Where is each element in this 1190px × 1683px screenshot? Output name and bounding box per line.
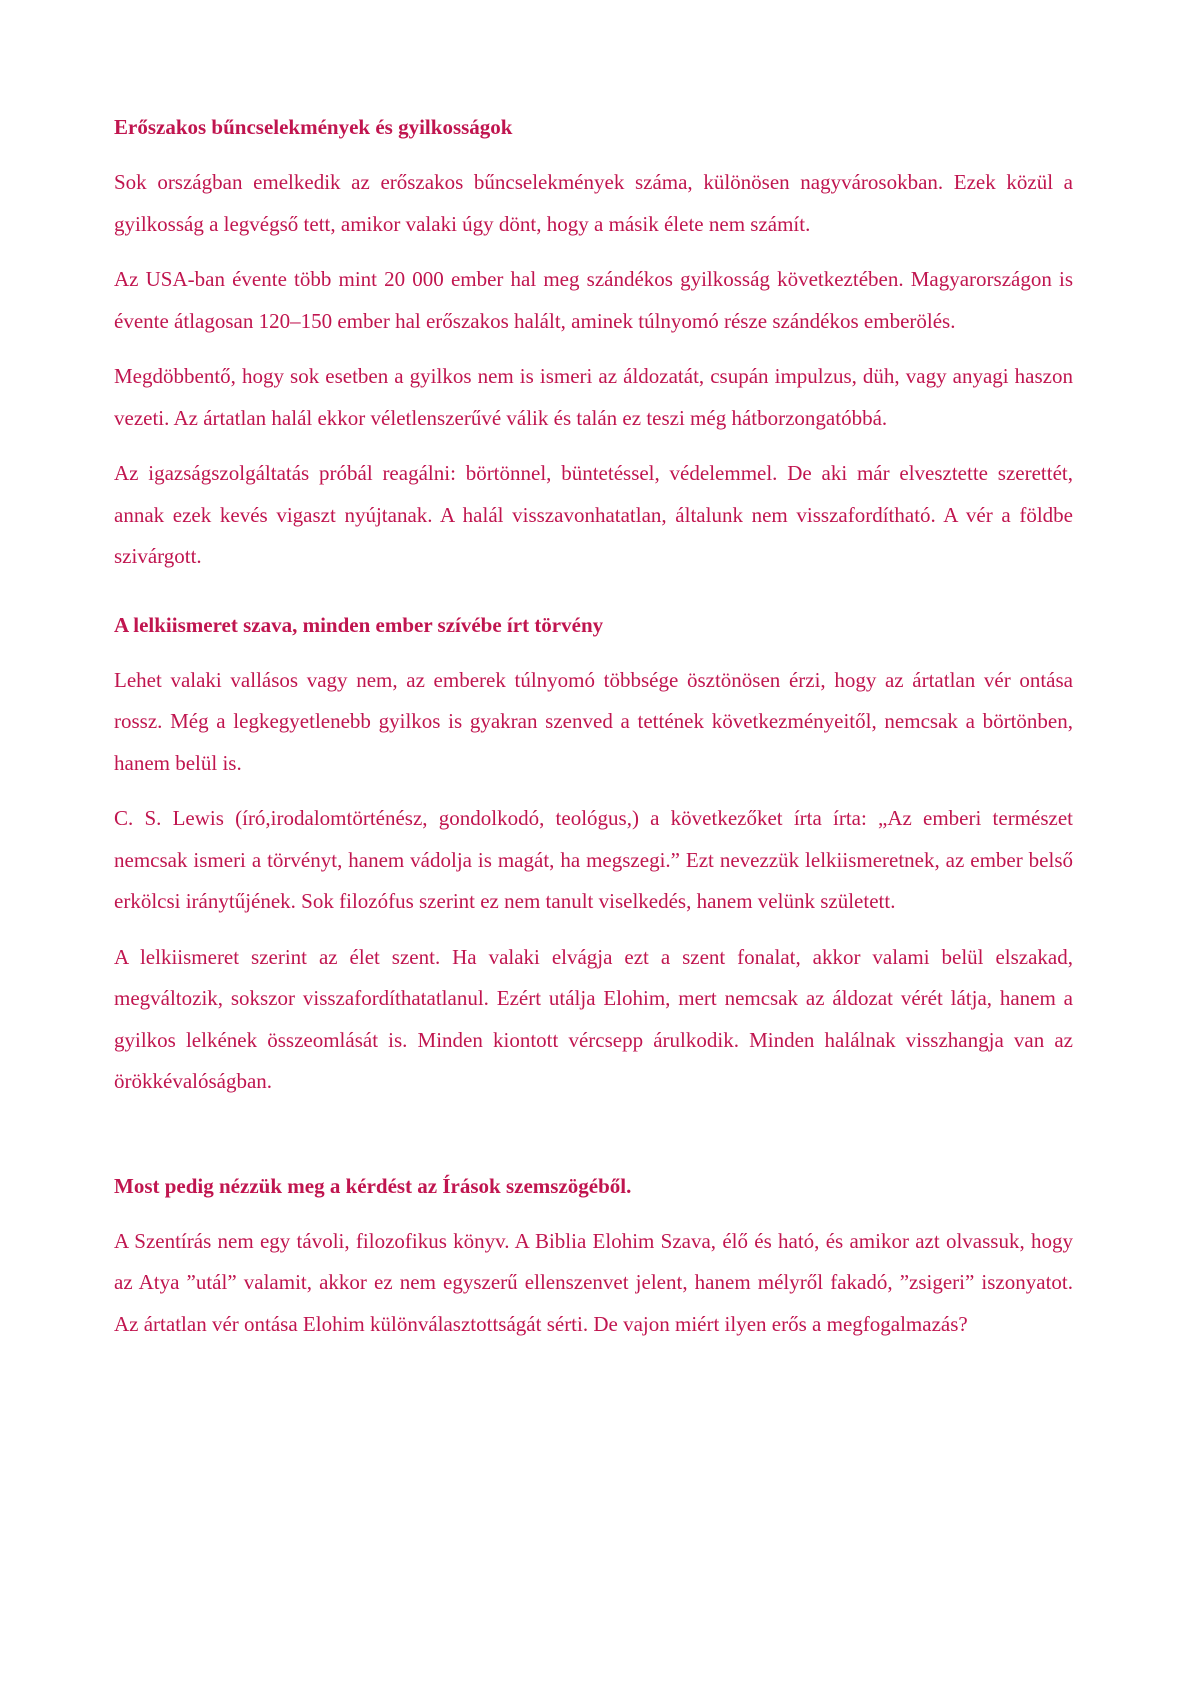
- paragraph: A lelkiismeret szerint az élet szent. Ha valaki elvágja ezt a szent fonalat, akkor valami belül elszakad, megváltozik, sokszor visszafordíthatatlanul. Ezért utálja Elohim, mert nemcsak az áldozat vérét látja, hanem a gyilkos lelkének összeomlását is. Minden kiontott vércsepp árulkodik. Minden halálnak visszhangja van az örökkévalóságban.: [114, 944, 1073, 1093]
- paragraph: Az USA-ban évente több mint 20 000 ember hal meg szándékos gyilkosság következtében. Magyarországon is évente átlagosan 120–150 ember hal erőszakos halált, aminek túlnyomó része szándékos emberölés.: [114, 267, 1073, 333]
- section-heading: A lelkiismeret szava, minden ember szívébe írt törvény: [114, 612, 604, 637]
- section-heading: Erőszakos bűncselekmények és gyilkosságok: [114, 115, 513, 139]
- paragraph: Sok országban emelkedik az erőszakos bűncselekmények száma, különösen nagyvárosokban. Ezek közül a gyilkosság a legvégső tett, amikor valaki úgy dönt, hogy a másik élete nem számít.: [114, 170, 1073, 236]
- paragraph: Lehet valaki vallásos vagy nem, az emberek túlnyomó többsége ösztönösen érzi, hogy az ártatlan vér ontása rossz. Még a legkegyetlenebb gyilkos is gyakran szenved a tettének következményeitől, nemcsak a börtönben, hanem belül is.: [114, 667, 1073, 775]
- paragraph: A Szentírás nem egy távoli, filozofikus könyv. A Biblia Elohim Szava, élő és ható, és amikor azt olvassuk, hogy az Atya ”utál” valamit, akkor ez nem egyszerű ellenszenvet jelent, hanem mélyről fakadó, ”zsigeri” iszonyatot. Az ártatlan vér ontása Elohim különválasztottságát sérti. De vajon miért ilyen erős a megfogalmazás?: [114, 1228, 1073, 1336]
- paragraph: C. S. Lewis (író,irodalomtörténész, gondolkodó, teológus,) a következőket írta írta: „Az emberi természet nemcsak ismeri a törvényt, hanem vádolja is magát, ha megszegi.” Ezt nevezzük lelkiismeretnek, az ember belső erkölcsi iránytűjének. Sok filozófus szerint ez nem tanult viselkedés, hanem velünk született.: [114, 806, 1073, 913]
- section-conscience: [114, 610, 1073, 1103]
- paragraph: Az igazságszolgáltatás próbál reagálni: börtönnel, büntetéssel, védelemmel. De aki már elvesztette szerettét, annak ezek kevés vigaszt nyújtanak. A halál visszavonhatatlan, általunk nem visszafordítható. A vér a földbe szivárgott.: [114, 461, 1073, 568]
- section-heading: Most pedig nézzük meg a kérdést az Írások szemszögéből.: [114, 1173, 632, 1198]
- section-scriptures: [114, 1171, 1073, 1346]
- section-violent-crimes: [114, 112, 1073, 578]
- paragraph: Megdöbbentő, hogy sok esetben a gyilkos nem is ismeri az áldozatát, csupán impulzus, düh, vagy anyagi haszon vezeti. Az ártatlan halál ekkor véletlenszerűvé válik és talán ez teszi még hátborzongatóbbá.: [114, 364, 1073, 430]
